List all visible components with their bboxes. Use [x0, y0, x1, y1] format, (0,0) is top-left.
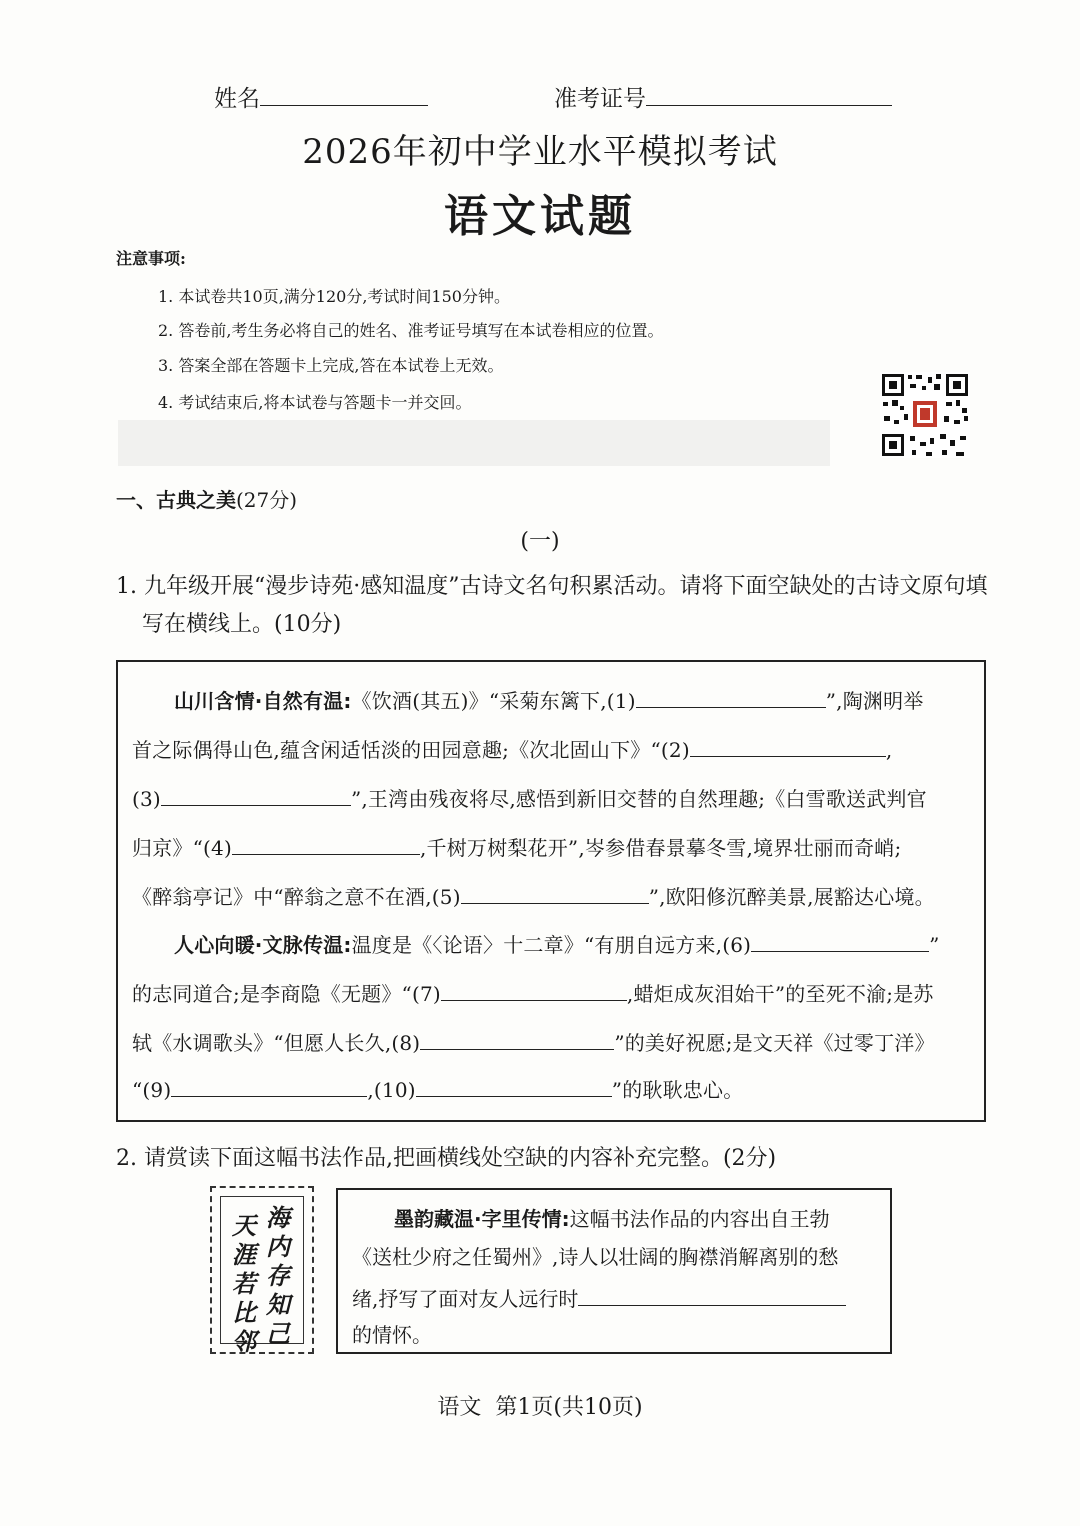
box1-line4: 归京》“(4) ,千树万树梨花开”,岑参借春景摹冬雪,境界壮丽而奇峭; [132, 833, 974, 861]
calligraphy-column-left: 天 涯 若 比 邻 [232, 1211, 256, 1356]
box2-line2: 《送杜少府之任蜀州》,诗人以壮阔的胸襟消解离别的愁 [352, 1245, 839, 1269]
calligraphy-frame [220, 1196, 304, 1356]
question-2: 2. 请赏读下面这幅书法作品,把画横线处空缺的内容补充完整。(2分) [116, 1146, 777, 1171]
notice-heading: 注意事项: [116, 249, 186, 268]
box2-line3: 绪,抒写了面对友人远行时 [352, 1284, 846, 1312]
exam-id-blank[interactable] [646, 81, 892, 106]
question-1-line2: 写在横线上。(10分) [142, 612, 342, 637]
notice-item: 1. 本试卷共10页,满分120分,考试时间150分钟。 [158, 287, 510, 306]
blank-11[interactable] [578, 1284, 846, 1306]
calligraphy-artwork [210, 1186, 314, 1354]
box1-line6: 人心向暖·文脉传温:温度是《〈论语〉十二章》“有朋自远方来,(6) ” [132, 930, 974, 958]
blank-4[interactable] [232, 833, 420, 855]
exam-title: 2026年初中学业水平模拟考试 [302, 132, 778, 172]
notice-item: 3. 答案全部在答题卡上完成,答在本试卷上无效。 [158, 356, 504, 375]
box1-line8: 轼《水调歌头》“但愿人长久,(8) ”的美好祝愿;是文天祥《过零丁洋》 [132, 1028, 974, 1056]
exam-id-field [554, 80, 892, 113]
box1-line7: 的志同道合;是李商隐《无题》“(7) ,蜡炬成灰泪始干”的至死不渝;是苏 [132, 979, 974, 1007]
box2-topic: 墨韵藏温·字里传情: [394, 1207, 570, 1231]
name-blank[interactable] [260, 81, 428, 106]
blank-5[interactable] [461, 882, 649, 904]
section-title: 一、古典之美 [116, 488, 236, 512]
name-field [214, 80, 428, 113]
box2-line4: 的情怀。 [352, 1323, 432, 1347]
name-label: 姓名 [214, 86, 260, 112]
blank-2[interactable] [690, 735, 886, 757]
calligraphy-column-right: 海 内 存 知 己 [266, 1203, 290, 1348]
box1-line2: 首之际偶得山色,蕴含闲适恬淡的田园意趣;《次北固山下》“(2) , [132, 735, 974, 763]
box1-line1: 山川含情·自然有温:《饮酒(其五)》“采菊东篱下,(1) ”,陶渊明举 [132, 686, 974, 714]
page-footer: 语文 第1页(共10页) [437, 1395, 643, 1420]
blank-3[interactable] [161, 784, 351, 806]
box2-line1: 墨韵藏温·字里传情:这幅书法作品的内容出自王勃 [394, 1207, 830, 1231]
sub-section-mark: (一) [520, 529, 560, 554]
box1-line5: 《醉翁亭记》中“醉翁之意不在酒,(5) ”,欧阳修沉醉美景,展豁达心境。 [132, 882, 974, 910]
qr-code-icon [880, 372, 970, 458]
question-1 [116, 568, 996, 644]
box1-topic-2: 人心向暖·文脉传温: [174, 933, 352, 957]
notice-band [118, 420, 830, 466]
box1-line9: “(9) ,(10) ”的耿耿忠心。 [132, 1075, 974, 1103]
blank-7[interactable] [441, 979, 627, 1001]
section-heading [116, 484, 297, 513]
exam-id-label: 准考证号 [554, 86, 646, 112]
section-score: (27分) [236, 488, 298, 512]
notice-item: 4. 考试结束后,将本试卷与答题卡一并交回。 [158, 393, 472, 412]
blank-6[interactable] [751, 930, 929, 952]
box1-line3: (3) ”,王湾由残夜将尽,感悟到新旧交替的自然理趣;《白雪歌送武判官 [132, 784, 974, 812]
question-2-box [336, 1188, 892, 1354]
blank-1[interactable] [636, 686, 826, 708]
blank-10[interactable] [416, 1075, 612, 1097]
box1-topic-1: 山川含情·自然有温: [174, 689, 352, 713]
blank-9[interactable] [171, 1075, 367, 1097]
subject-title: 语文试题 [444, 191, 636, 242]
question-1-box [116, 660, 986, 1122]
blank-8[interactable] [420, 1028, 614, 1050]
question-1-line1: 1. 九年级开展“漫步诗苑·感知温度”古诗文名句积累活动。请将下面空缺处的古诗文原句填 [116, 574, 988, 599]
notice-item: 2. 答卷前,考生务必将自己的姓名、准考证号填写在本试卷相应的位置。 [158, 321, 664, 340]
